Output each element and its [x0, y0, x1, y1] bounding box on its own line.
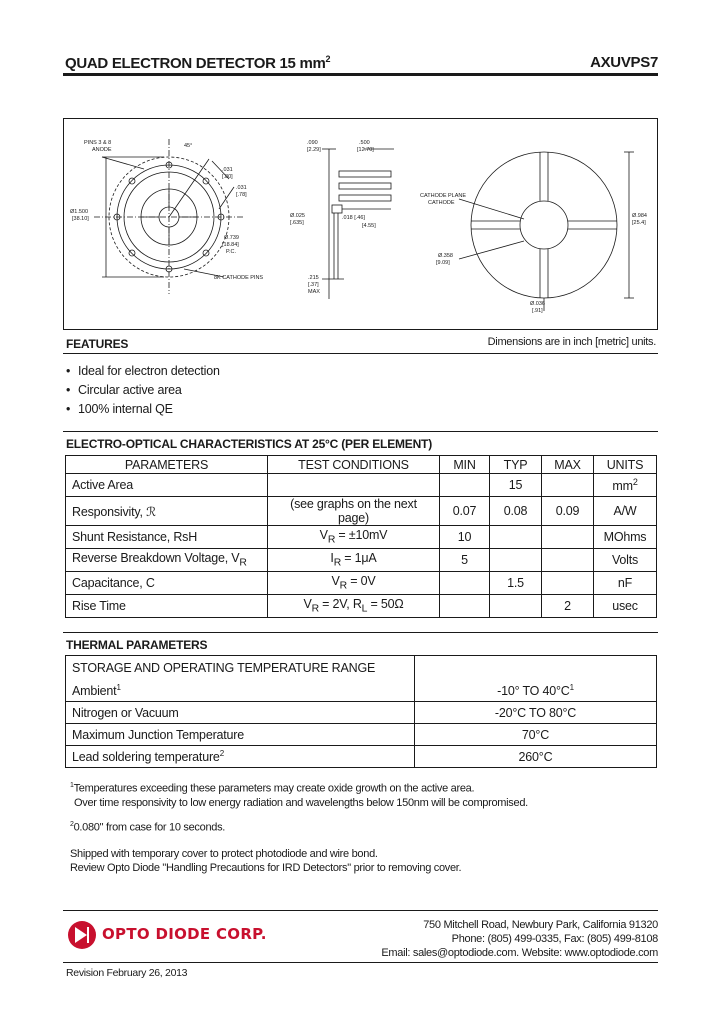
list-item: • 100% internal QE	[66, 400, 220, 419]
param-cell: Capacitance, C	[66, 572, 268, 595]
max-cell	[542, 474, 594, 497]
svg-text:Ø.358: Ø.358	[438, 253, 453, 259]
svg-text:[18.84]: [18.84]	[222, 242, 239, 248]
footer-rule	[63, 910, 658, 911]
header-min: MIN	[440, 456, 490, 474]
list-item: • Circular active area	[66, 381, 220, 400]
param-cell: Active Area	[66, 474, 268, 497]
thermal-param: Maximum Junction Temperature	[66, 724, 415, 746]
footnote-2: $^2$0.080" from case for 10 seconds.	[70, 821, 226, 834]
cond-cell: $V_R = 2V$, $R_L = 50\Omega$	[268, 595, 440, 618]
svg-text:[.91]: [.91]	[532, 308, 543, 314]
units-cell: Volts	[594, 549, 657, 572]
svg-text:Ø.025: Ø.025	[290, 213, 305, 219]
svg-text:[38.10]: [38.10]	[72, 216, 89, 222]
thermal-param: Ambient$^1$	[66, 680, 415, 702]
units-cell: nF	[594, 572, 657, 595]
svg-text:CATHODE PLANE: CATHODE PLANE	[420, 193, 467, 199]
table-row	[66, 656, 657, 681]
thermal-heading: THERMAL PARAMETERS	[66, 638, 208, 652]
min-cell	[440, 474, 490, 497]
table-row	[66, 702, 657, 724]
mechanical-drawing	[63, 118, 658, 330]
cond-cell: $I_R = 1\mu A$	[268, 549, 440, 572]
units-cell: $mm^2$	[594, 474, 657, 497]
thermal-rule	[63, 632, 658, 633]
svg-text:[4.55]: [4.55]	[362, 223, 376, 229]
svg-text:Ø.984: Ø.984	[632, 213, 647, 219]
table-row	[66, 497, 657, 526]
thermal-value: -10° TO $40^\circ C^1$	[415, 680, 657, 702]
header-rule	[63, 73, 658, 76]
svg-text:CATHODE: CATHODE	[428, 200, 455, 206]
table-row	[66, 549, 657, 572]
electro-optical-heading: ELECTRO-OPTICAL CHARACTERISTICS AT 25°C (PER ELEMENT)	[66, 437, 432, 451]
svg-text:.031: .031	[222, 167, 233, 173]
header-max: MAX	[542, 456, 594, 474]
svg-text:.215: .215	[308, 275, 319, 281]
features-heading: FEATURES	[66, 337, 129, 351]
units-cell: A/W	[594, 497, 657, 526]
thermal-param: Nitrogen or Vacuum	[66, 702, 415, 724]
max-cell: 0.09	[542, 497, 594, 526]
min-cell: 10	[440, 526, 490, 549]
svg-text:Ø1.500: Ø1.500	[70, 209, 89, 215]
svg-text:[2.29]: [2.29]	[307, 147, 321, 153]
page-title: QUAD ELECTRON DETECTOR 15 $mm^2$	[65, 54, 331, 72]
list-item: • Ideal for electron detection	[66, 362, 220, 381]
logo-text: OPTO DIODE CORP.	[102, 925, 267, 943]
electro-optical-table	[65, 455, 657, 618]
cond-cell: $V_R = 0V$	[268, 572, 440, 595]
company-address: 750 Mitchell Road, Newbury Park, California 91320 Phone: (805) 499-0335, Fax: (805) 499-8108 Email: sales@optodiode.com. Website: www.optodiode.com	[381, 919, 658, 959]
svg-text:[.37]: [.37]	[308, 282, 319, 288]
svg-text:[12.70]: [12.70]	[357, 147, 374, 153]
svg-text:PINS 3 & 8: PINS 3 & 8	[84, 140, 112, 146]
param-cell: Shunt Resistance, RsH	[66, 526, 268, 549]
table-header-row	[66, 456, 657, 474]
max-cell	[542, 526, 594, 549]
svg-text:[25.4]: [25.4]	[632, 220, 646, 226]
table-row	[66, 595, 657, 618]
range-blank	[415, 656, 657, 681]
header-test-conditions: TEST CONDITIONS	[268, 456, 440, 474]
part-number: AXUVPS7	[590, 54, 658, 71]
svg-text:8K CATHODE PINS: 8K CATHODE PINS	[214, 275, 264, 281]
min-cell	[440, 572, 490, 595]
thermal-value: -20°C TO 80°C	[415, 702, 657, 724]
header-parameters: PARAMETERS	[66, 456, 268, 474]
revision-date: Revision February 26, 2013	[66, 967, 188, 979]
typ-cell: 1.5	[490, 572, 542, 595]
param-cell: Responsivity, ℛ	[66, 497, 268, 526]
svg-text:P.C.: P.C.	[226, 249, 236, 255]
thermal-value: 260°C	[415, 746, 657, 768]
svg-text:Ø.739: Ø.739	[224, 235, 239, 241]
svg-text:[.635]: [.635]	[290, 220, 304, 226]
svg-text:.018 [.46]: .018 [.46]	[342, 215, 365, 221]
features-rule	[63, 353, 658, 354]
range-label: STORAGE AND OPERATING TEMPERATURE RANGE	[66, 656, 415, 681]
shipping-note: Shipped with temporary cover to protect photodiode and wire bond. Review Opto Diode "Handling Precautions for IRD Detectors" prior to removing cover.	[70, 848, 462, 874]
table-row	[66, 746, 657, 768]
min-cell: 5	[440, 549, 490, 572]
min-cell: 0.07	[440, 497, 490, 526]
typ-cell	[490, 526, 542, 549]
cond-cell: $V_R = \pm 10mV$	[268, 526, 440, 549]
drawing-svg	[64, 119, 657, 329]
svg-text:Ø.036: Ø.036	[530, 301, 545, 307]
table-row	[66, 680, 657, 702]
company-logo	[66, 918, 276, 952]
thermal-value: 70°C	[415, 724, 657, 746]
table-row	[66, 526, 657, 549]
param-cell: Rise Time	[66, 595, 268, 618]
svg-text:.500: .500	[359, 140, 370, 146]
svg-text:[9.09]: [9.09]	[436, 260, 450, 266]
header-units: UNITS	[594, 456, 657, 474]
cond-cell	[268, 474, 440, 497]
max-cell: 2	[542, 595, 594, 618]
eo-rule	[63, 431, 658, 432]
table-row	[66, 724, 657, 746]
max-cell	[542, 572, 594, 595]
units-cell: usec	[594, 595, 657, 618]
dimensions-note: Dimensions are in inch [metric] units.	[487, 336, 656, 348]
table-row	[66, 474, 657, 497]
thermal-table	[65, 655, 657, 768]
svg-text:MAX: MAX	[308, 289, 320, 295]
svg-text:45°: 45°	[184, 143, 193, 149]
svg-text:.031: .031	[236, 185, 247, 191]
typ-cell: 15	[490, 474, 542, 497]
svg-text:.090: .090	[307, 140, 318, 146]
min-cell	[440, 595, 490, 618]
header-typ: TYP	[490, 456, 542, 474]
typ-cell: 0.08	[490, 497, 542, 526]
param-cell: Reverse Breakdown Voltage, $V_R$	[66, 549, 268, 572]
svg-text:[.80]: [.80]	[222, 174, 233, 180]
units-cell: MOhms	[594, 526, 657, 549]
svg-text:[.78]: [.78]	[236, 192, 247, 198]
typ-cell	[490, 549, 542, 572]
features-list	[66, 362, 220, 419]
table-row	[66, 572, 657, 595]
thermal-param: Lead soldering temperature$^2$	[66, 746, 415, 768]
footnote-1: $^1$Temperatures exceeding these parameters may create oxide growth on the active area. Over time responsivity to low energy radiation and wavelengths below 150nm will be compromised.	[70, 782, 528, 809]
svg-text:ANODE: ANODE	[92, 147, 112, 153]
cond-cell: (see graphs on the next page)	[268, 497, 440, 526]
revision-rule	[63, 962, 658, 963]
max-cell	[542, 549, 594, 572]
typ-cell	[490, 595, 542, 618]
